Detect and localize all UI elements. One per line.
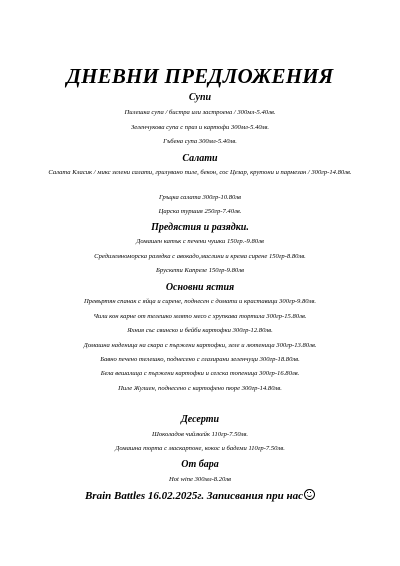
menu-item: Пилешка супа / бистра или застроена / 300мл-5.40лв.	[124, 109, 276, 116]
menu-item: Пиле Жулиен, поднесено с картофено пюре 300гр-14.80лв.	[118, 385, 282, 392]
menu-item: Домашен катък с печени чушки 150гр.-9.80лв	[136, 238, 264, 245]
menu-item: Превъртян спанак с яйца и сирене, поднесен с домати и краставици 300гр-9.80лв.	[84, 298, 316, 305]
section-heading-salads: Салати	[182, 153, 218, 164]
menu-item: Домашна наденица на скара с пържени картофки, зеле и лютеница 300гр-13.80лв.	[83, 342, 317, 349]
page-title: ДНЕВНИ ПРЕДЛОЖЕНИЯ	[66, 64, 334, 88]
menu-item: Hot wine 300мл-8.20лв	[168, 476, 232, 483]
menu-item: Средиземноморска разядка с авокадо,маслини и крема сирене 150гр-8.80лв.	[94, 253, 306, 260]
menu-item: Домашна торта с маскарпоне, кокос и бадеми 110гр-7.50лв.	[115, 445, 285, 452]
section-heading-appetizers: Предястия и разядки.	[151, 222, 249, 233]
menu-item: Бела вешалица с пържени картофки и селска топеница 300гр-16.80лв.	[100, 370, 300, 377]
menu-item: Яхния със свинско и бейби картофки 300гр-12.80лв.	[127, 327, 273, 334]
menu-item: Шоколадов чийзкейк 110гр-7.50лв.	[151, 431, 249, 438]
section-heading-soups: Супи	[188, 92, 212, 103]
smiley-icon	[304, 489, 315, 500]
event-announcement	[0, 489, 400, 502]
menu-item: Гъбена супа 300мл-5.40лв.	[163, 138, 237, 145]
section-heading-desserts: Десерти	[180, 414, 220, 425]
event-announcement-text: Brain Battles 16.02.2025г. Записвания при нас	[84, 490, 304, 502]
menu-item: Гръцка салата 300гр-10.80лв	[158, 194, 242, 201]
menu-item: Салата Класик / микс зелени салати, грилувано пиле, бекон, сос Цезар, крутони и пармезан / 300гр-14.80лв.	[48, 169, 352, 176]
menu-item: Брускети Капрезе 150гр-9.80лв	[156, 267, 244, 274]
menu-item: Чили кон карне от телешко млято месо с хрупкава тортила 300гр-15.80лв.	[93, 313, 307, 320]
section-heading-mains: Основни ястия	[165, 282, 235, 293]
menu-item: Зеленчукова супа с праз и картофи 300мл-5.40лв.	[130, 124, 270, 131]
menu-item: Бавно печено телешко, поднесено с глазирани зеленчуци 300гр-18.80лв.	[100, 356, 300, 363]
section-heading-bar: От бара	[181, 459, 219, 470]
menu-item: Царска туршия 250гр-7.40лв.	[158, 208, 242, 215]
